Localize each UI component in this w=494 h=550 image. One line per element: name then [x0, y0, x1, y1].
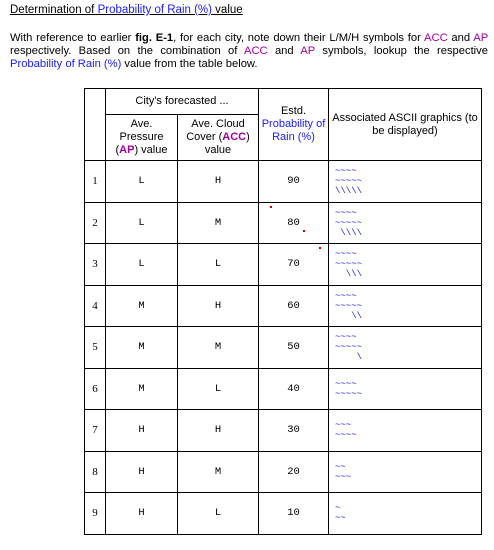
acc-abbr: ACC [424, 32, 448, 44]
ascii-graphic: ~~~~ ~~~~~ \\ [329, 285, 482, 327]
ap-value: M [106, 368, 178, 410]
ascii-graphic: ~ ~~ [329, 493, 482, 535]
acc-value: H [178, 285, 259, 327]
ap-abbr: AP [300, 45, 316, 57]
row-number: 8 [85, 451, 106, 493]
probability-value: 10 [259, 493, 329, 535]
para-text: and [447, 32, 474, 44]
ap-value: L [106, 161, 178, 203]
table-row [85, 202, 482, 244]
header-ap-text: Pressure [119, 131, 164, 143]
header-acc-text: Ave. Cloud [191, 118, 245, 130]
header-acc-text: value [204, 144, 232, 156]
ap-value: H [106, 410, 178, 452]
header-estd: Estd. [280, 105, 307, 117]
title-prefix: Determination of [10, 4, 98, 16]
title-link[interactable]: Probability of Rain (%) [97, 4, 212, 16]
ascii-graphic: ~~~~ ~~~~~ \\\\\ [329, 161, 482, 203]
header-num [85, 89, 106, 161]
header-acc [178, 115, 259, 161]
ap-value: H [106, 451, 178, 493]
ap-value: H [106, 493, 178, 535]
probability-value: 20 [259, 451, 329, 493]
header-prob-label: Probability of Rain (%) [261, 118, 326, 143]
probability-value: 30 [259, 410, 329, 452]
table-row [85, 244, 482, 286]
header-ap: Ave. Pressure (AP) value [106, 115, 178, 161]
probability-value: 80 [259, 202, 329, 244]
probability-value: 70 [259, 244, 329, 286]
ascii-graphic: ~~~~ ~~~~~ [329, 368, 482, 410]
acc-value: L [178, 368, 259, 410]
stray-mark [303, 230, 305, 232]
header-row-1 [85, 89, 482, 115]
instructions-paragraph [10, 32, 488, 71]
ascii-graphic: ~~ ~~~ [329, 451, 482, 493]
header-ap-text: ) value [134, 144, 168, 156]
header-acc-text: Cover ( [186, 131, 223, 143]
acc-value: M [178, 202, 259, 244]
table-row [85, 451, 482, 493]
table-row [85, 368, 482, 410]
acc-abbr: ACC [244, 45, 268, 57]
acc-value: H [178, 161, 259, 203]
probability-value: 60 [259, 285, 329, 327]
title-suffix: value [211, 4, 243, 16]
acc-value: L [178, 244, 259, 286]
header-ascii: Associated ASCII graphics (to be displayed) [329, 89, 482, 161]
ascii-graphic: ~~~~ ~~~~~ \\\\ [329, 202, 482, 244]
acc-value: H [178, 410, 259, 452]
para-text: value from the table below. [121, 58, 258, 70]
ascii-graphic: ~~~ ~~~~ [329, 410, 482, 452]
stray-mark [319, 247, 321, 249]
row-number: 2 [85, 202, 106, 244]
probability-value: 50 [259, 327, 329, 369]
row-number: 6 [85, 368, 106, 410]
acc-value: M [178, 451, 259, 493]
ap-value: M [106, 327, 178, 369]
probability-value: 40 [259, 368, 329, 410]
stray-mark [270, 206, 272, 208]
para-text: symbols, lookup the respective [315, 45, 488, 57]
ap-abbr: AP [473, 32, 488, 44]
row-number: 7 [85, 410, 106, 452]
para-text: , for each city, note down their L/M/H symbols for [173, 32, 425, 44]
row-number: 5 [85, 327, 106, 369]
table-row [85, 161, 482, 203]
acc-abbr: ACC [222, 131, 247, 143]
row-number: 1 [85, 161, 106, 203]
ap-value: M [106, 285, 178, 327]
table-row [85, 410, 482, 452]
page-title [10, 4, 243, 16]
acc-value: L [178, 493, 259, 535]
figure-reference: fig. E-1 [135, 32, 174, 44]
ascii-graphic: ~~~~ ~~~~~ \\\ [329, 244, 482, 286]
para-text: With reference to earlier [10, 32, 136, 44]
ap-value: L [106, 202, 178, 244]
ascii-graphic: ~~~~ ~~~~~ \ [329, 327, 482, 369]
row-number: 9 [85, 493, 106, 535]
table-row [85, 327, 482, 369]
header-probability [259, 89, 329, 161]
header-ap-text: Ave. [130, 118, 153, 130]
row-number: 4 [85, 285, 106, 327]
probability-link[interactable]: Probability of Rain (%) [10, 58, 122, 70]
para-text: and [267, 45, 301, 57]
probability-value: 90 [259, 161, 329, 203]
para-text: respectively. Based on the combination of [10, 45, 245, 57]
table-row [85, 285, 482, 327]
header-city-forecast: City's forecasted ... [106, 89, 259, 115]
ap-abbr: AP [119, 144, 135, 156]
header-acc-text: ) [246, 131, 250, 143]
table-row [85, 493, 482, 535]
acc-value: M [178, 327, 259, 369]
row-number: 3 [85, 244, 106, 286]
rain-probability-table [84, 88, 482, 535]
ap-value: L [106, 244, 178, 286]
